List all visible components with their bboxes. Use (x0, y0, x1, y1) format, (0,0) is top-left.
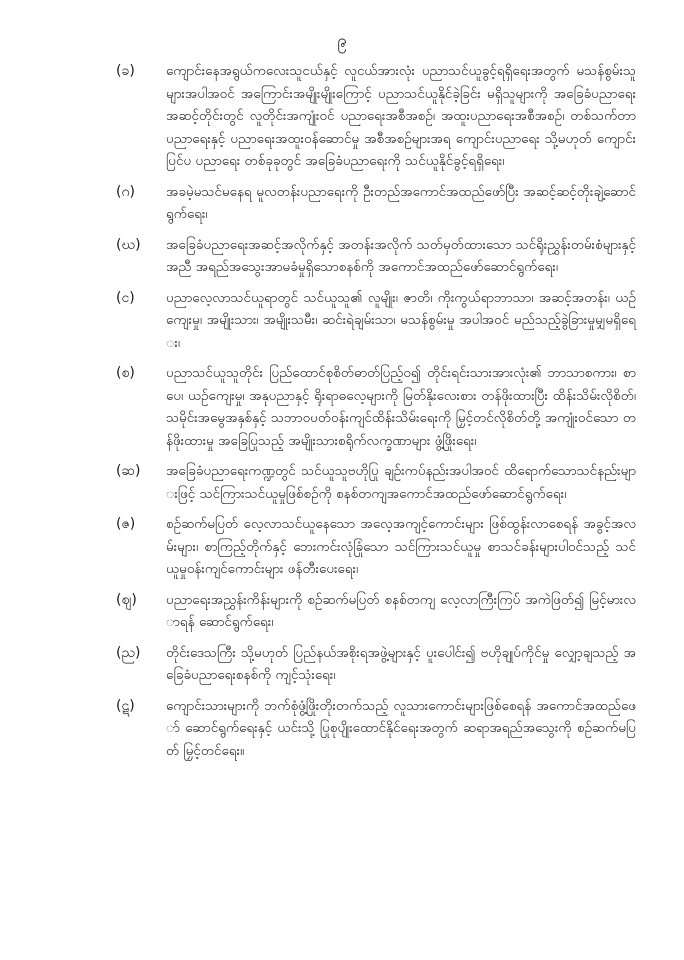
clause-item (116, 234, 636, 279)
clause-text: ကျောင်းနေအရွယ်ကလေးသူငယ်နှင့် လူငယ်အားလုံး ပညာသင်ယူခွင့်ရရှိရေးအတွက် မသန်စွမ်းသူများအပါအဝင် အကြောင်းအမျိုးမျိုးကြောင့် ပညာသင်ယူနိုင်ခဲ့ခြင်း မရှိသူများကို အခြေခံပညာရေးအဆင့်တိုင်းတွင် လူတိုင်းအကျုံးဝင် ပညာရေးအစီအစဉ်၊ အထူးပညာရေးအစီအစဉ်၊ တစ်သက်တာပညာရေးနှင့် ပညာရေးအထူးဝန်ဆောင်မှု အစီအစဉ်များအရ ကျောင်းပညာရေး သို့မဟုတ် ကျောင်းပြင်ပ ပညာရေး တစ်ခုခုတွင် အခြေခံပညာရေးကို သင်ယူနိုင်ခွင့်ရရှိရေး၊ (166, 63, 636, 169)
clause-label: (ဋ) (116, 697, 135, 714)
clause-item (116, 695, 636, 763)
clause-text: စဉ်ဆက်မပြတ် လေ့လာသင်ယူနေသော အလေ့အကျင့်ကောင်းများ ဖြစ်ထွန်းလာစေရန် အခွင့်အလမ်းများ၊ စာကြည့်တိုက်နှင့် ဘေးကင်းလုံခြုံသော သင်ကြားသင်ယူမှု စာသင်ခန်းများပါဝင်သည့် သင်ယူမှုဝန်းကျင်ကောင်းများ ဖန်တီးပေးရေး၊ (166, 516, 636, 577)
clause-text: ပညာလေ့လာသင်ယူရာတွင် သင်ယူသူ၏ လူမျိုး၊ ဇာတိ၊ ကိုးကွယ်ရာဘာသာ၊ အဆင့်အတန်း၊ ယဉ်ကျေးမှု၊ အမျိုးသား၊ အမျိုးသမီး၊ ဆင်းရဲချမ်းသာ၊ မသန်စွမ်းမှု အပါအဝင် မည်သည့်ခွဲခြားမှုမျှမရှိရေး၊ (166, 289, 636, 351)
clause-label: (ဂ) (116, 183, 135, 200)
clause-item (116, 589, 636, 634)
clause-item (116, 642, 636, 687)
clause-text: ပညာရေးအညွှန်းကိန်းများကို စဉ်ဆက်မပြတ် စနစ်တကျ လေ့လာကြီးကြပ် အကဲဖြတ်၍ မြင့်မားလာရန် ဆောင်ရွက်ရေး၊ (166, 591, 636, 630)
clause-text: အခြေခံပညာရေးအဆင့်အလိုက်နှင့် အတန်းအလိုက် သတ်မှတ်ထားသော သင်ရိုးညွှန်းတမ်းစံများနှင့်အညီ အရည်အသွေးအာမခံမှုရှိသောစနစ်ကို အကောင်အထည်ဖော်ဆောင်ရွက်ရေး၊ (166, 236, 636, 275)
clause-text: အခမဲ့မသင်မနေရ မူလတန်းပညာရေးကို ဦးတည်အကောင်အထည်ဖော်ပြီး အဆင့်ဆင့်တိုးချဲ့ဆောင်ရွက်ရေး၊ (166, 183, 636, 222)
clause-text: အခြေခံပညာရေးကဏ္ဍတွင် သင်ယူသူဗဟိုပြု ချဉ်းကပ်နည်းအပါအဝင် ထိရောက်သောသင်နည်းများဖြင့် သင်ကြားသင်ယူမှုဖြစ်စဉ်ကို စနစ်တကျအကောင်အထည်ဖော်ဆောင်ရွက်ရေး၊ (166, 463, 636, 502)
clause-label: (င) (116, 289, 135, 306)
clause-item (116, 362, 636, 452)
clause-item (116, 513, 636, 581)
clause-item (116, 287, 636, 355)
clause-list (116, 60, 636, 770)
clause-label: (ဇ) (116, 516, 136, 532)
clause-item (116, 181, 636, 226)
clause-item (116, 460, 636, 505)
clause-label: (ဃ) (116, 236, 141, 253)
clause-label: (ည) (116, 644, 141, 661)
clause-text: ပညာသင်ယူသူတိုင်း ပြည်ထောင်စုစိတ်ဓာတ်ပြည့်ဝ၍ တိုင်းရင်းသားအားလုံး၏ ဘာသာစကား၊ စာပေ၊ ယဉ်ကျေးမှု၊ အနုပညာနှင့် ရိုးရာဓလေ့များကို မြတ်နိုးလေးစား တန်ဖိုးထားပြီး ထိန်းသိမ်းလိုစိတ်၊ သမိုင်းအမွေအနှစ်နှင့် သဘာဝပတ်ဝန်းကျင်ထိန်းသိမ်းရေးကို မြှင့်တင်လိုစိတ်တို့ အကျုံးဝင်သော တန်ဖိုးထားမှု အခြေပြုသည့် အမျိုးသားစရိုက်လက္ခဏာများ ဖွံ့ဖြိုးရေး၊ (166, 365, 636, 449)
clause-item (116, 60, 636, 173)
clause-label: (စ) (116, 365, 135, 381)
clause-text: ကျောင်းသားများကို ဘက်စုံဖွံ့ဖြိုးတိုးတက်သည့် လူသားကောင်းများဖြစ်စေရန် အကောင်အထည်ဖော် ဆောင်ရွက်ရေးနှင့် ယင်းသို့ ပြုစုပျိုးထောင်နိုင်ရေးအတွက် ဆရာအရည်အသွေးကို စဉ်ဆက်မပြတ် မြှင့်တင်ရေး။ (166, 697, 636, 759)
clause-text: တိုင်းဒေသကြီး သို့မဟုတ် ပြည်နယ်အစိုးရအဖွဲ့များနှင့် ပူးပေါင်း၍ ဗဟိုချုပ်ကိုင်မှု လျှော့ချသည့် အခြေခံပညာရေးစနစ်ကို ကျင့်သုံးရေး၊ (166, 644, 636, 683)
clause-label: (ခ) (116, 63, 135, 79)
clause-label: (ဈ) (116, 591, 137, 608)
page-number: ၉ (337, 31, 347, 51)
clause-label: (ဆ) (116, 463, 141, 479)
